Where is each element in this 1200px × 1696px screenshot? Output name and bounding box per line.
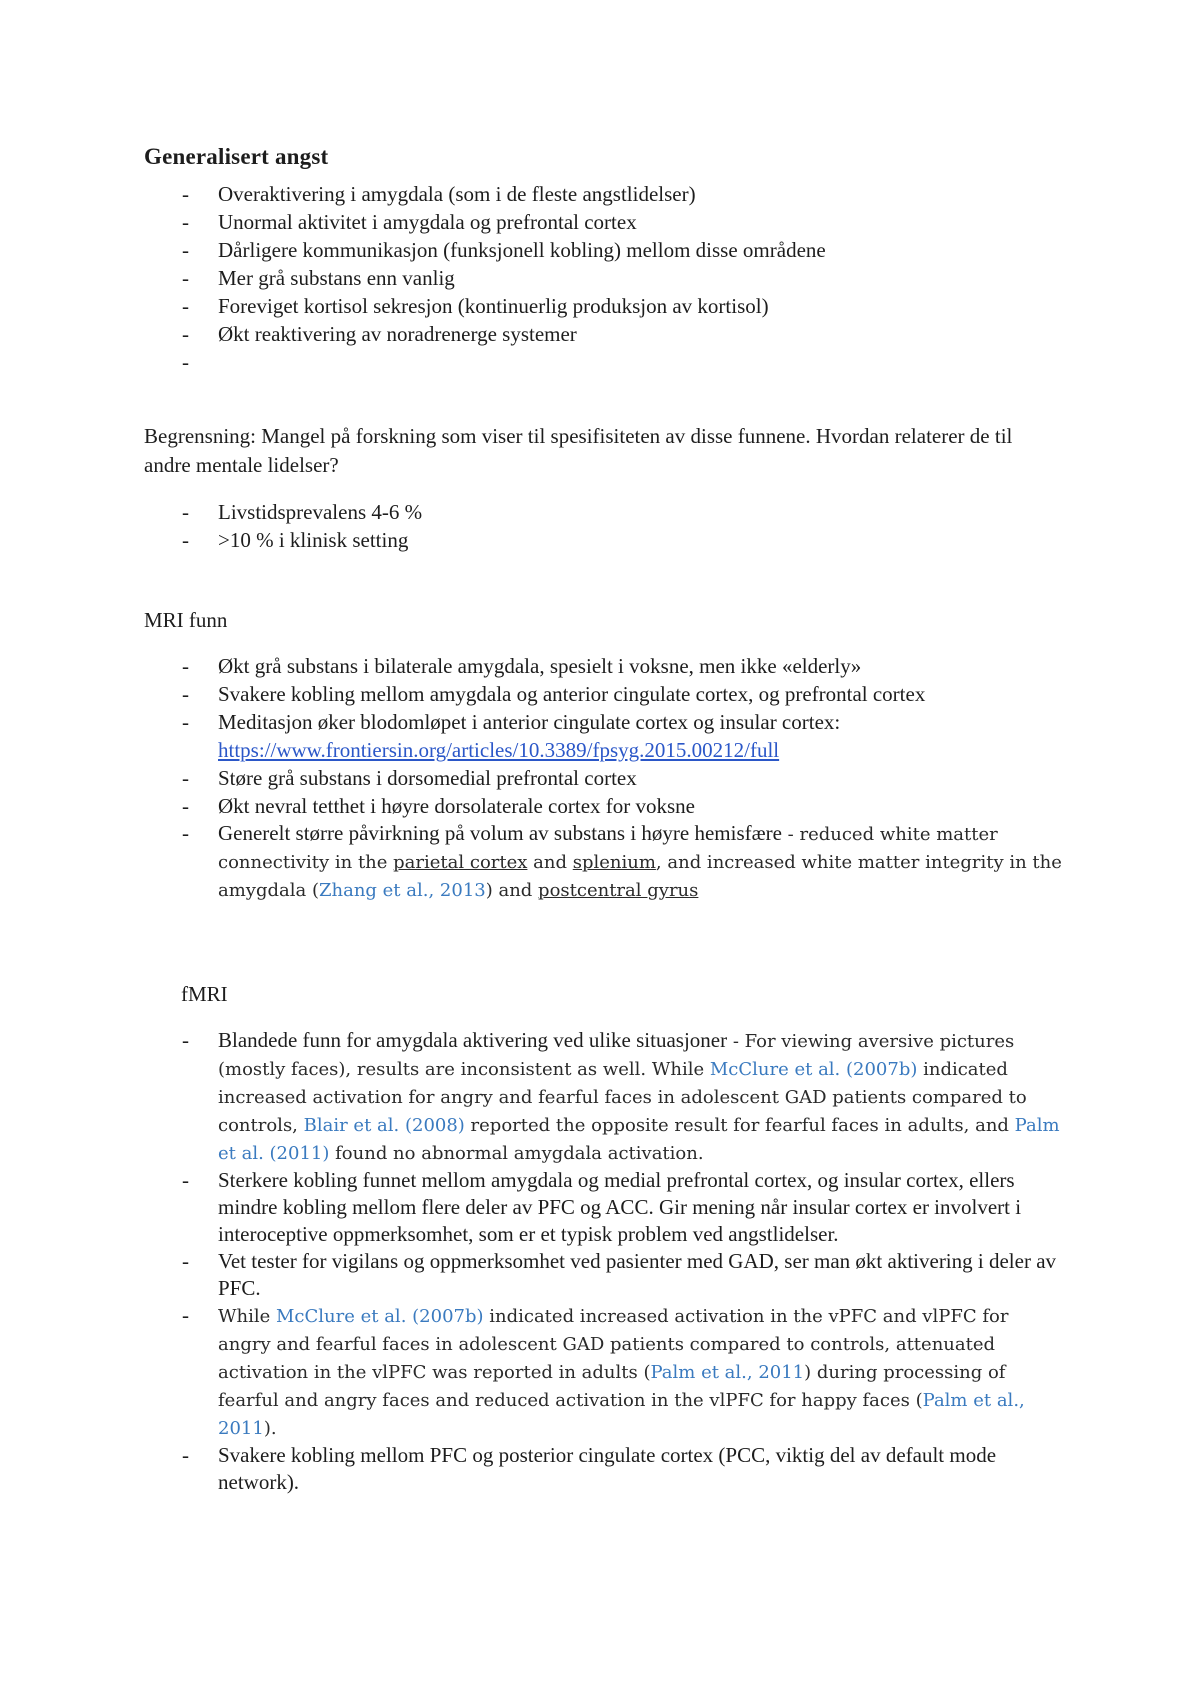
list-item: - >10 % i klinisk setting [182,526,1062,554]
list-item [182,1027,1062,1167]
citation-link[interactable]: Palm et al., 2011 [650,1362,805,1383]
list-item: - Foreviget kortisol sekresjon (kontinuerlig produksjon av kortisol) [182,292,1062,320]
term-parietal-cortex: parietal cortex [393,852,528,873]
list-item: - Støre grå substans i dorsomedial prefrontal cortex [182,764,1062,792]
list-item: - Økt reaktivering av noradrenerge systemer [182,320,1062,348]
term-postcentral-gyrus: postcentral gyrus [538,880,699,901]
fmri-list [182,1027,1062,1496]
quote-text: found no abnormal amygdala activation. [329,1143,704,1164]
mri-list [182,652,1062,904]
quote-text: indicated increased activation for angry and fearful faces in adolescent GAD patients compared to controls, [218,1059,1027,1136]
article-link[interactable]: https://www.frontiersin.org/articles/10.3389/fpsyg.2015.00212/full [218,738,780,762]
quote-text: ) and [485,880,539,901]
citation-link[interactable]: Zhang et al., 2013 [318,880,486,901]
list-item [182,708,1062,764]
list-item-text: Meditasjon øker blodomløpet i anterior cingulate cortex og insular cortex: [218,710,841,734]
quote-text: reported the opposite result for fearful faces in adults, and [464,1115,1015,1136]
symptom-list [182,180,1062,383]
limitation-paragraph: Begrensning: Mangel på forskning som viser til spesifisiteten av disse funnene. Hvordan relaterer de til andre mentale lidelser? [144,424,1013,477]
citation-link[interactable]: Palm et al., 2011 [218,1390,1025,1439]
list-item: - Økt grå substans i bilaterale amygdala, spesielt i voksne, men ikke «elderly» [182,652,1062,680]
citation-link[interactable]: McClure et al. (2007b) [275,1306,484,1327]
list-item: - Svakere kobling mellom PFC og posterior cingulate cortex (PCC, viktig del av default mode network). [182,1442,1062,1496]
list-item: - Vet tester for vigilans og oppmerksomhet ved pasienter med GAD, ser man økt aktivering i deler av PFC. [182,1248,1062,1302]
term-splenium: splenium [572,852,656,873]
quote-text: ) during processing of fearful and angry faces and reduced activation in the vlPFC for happy faces ( [218,1362,1006,1411]
quote-text: indicated increased activation in the vPFC and vlPFC for angry and fearful faces in adolescent GAD patients compared to controls, attenuated activation in the vlPFC was reported in adults ( [218,1306,1009,1383]
quote-text: While [218,1306,276,1327]
list-item: - Dårligere kommunikasjon (funksjonell kobling) mellom disse områdene [182,236,1062,264]
citation-link[interactable]: Blair et al. (2008) [303,1115,465,1136]
list-item: - Sterkere kobling funnet mellom amygdala og medial prefrontal cortex, og insular cortex, ellers mindre kobling mellom flere deler av PFC og ACC. Gir mening når insular cortex er involvert i interoceptive oppmerksomhet, som er et typisk problem ved angstlidelser. [182,1167,1062,1248]
list-item: - Mer grå substans enn vanlig [182,264,1062,292]
mri-heading: MRI funn [144,608,228,632]
list-item: - Svakere kobling mellom amygdala og anterior cingulate cortex, og prefrontal cortex [182,680,1062,708]
quote-text: ). [263,1418,277,1439]
list-item: - Livstidsprevalens 4-6 % [182,498,1062,526]
citation-link[interactable]: McClure et al. (2007b) [709,1059,918,1080]
list-item: - Overaktivering i amygdala (som i de fleste angstlidelser) [182,180,1062,208]
quote-text: and [527,852,573,873]
list-item: - Økt nevral tetthet i høyre dorsolaterale cortex for voksne [182,792,1062,820]
quote-text: , and increased white matter integrity in the amygdala ( [218,852,1062,901]
quote-text: - For viewing aversive pictures (mostly faces), results are inconsistent as well. While [218,1031,1015,1080]
list-item-text: Blandede funn for amygdala aktivering ved ulike situasjoner [218,1028,728,1052]
list-item: - Unormal aktivitet i amygdala og prefrontal cortex [182,208,1062,236]
list-item-text: Generelt større påvirkning på volum av substans i høyre hemisfære [218,821,782,845]
list-item-empty [182,348,1062,383]
citation-link[interactable]: Palm et al. (2011) [218,1115,1060,1164]
page-title: Generalisert angst [144,144,329,169]
list-item [182,1302,1062,1442]
quote-text: - reduced white matter connectivity in the [218,824,998,873]
fmri-heading: fMRI [181,982,228,1006]
list-item [182,820,1062,904]
prevalence-list [182,498,1062,554]
